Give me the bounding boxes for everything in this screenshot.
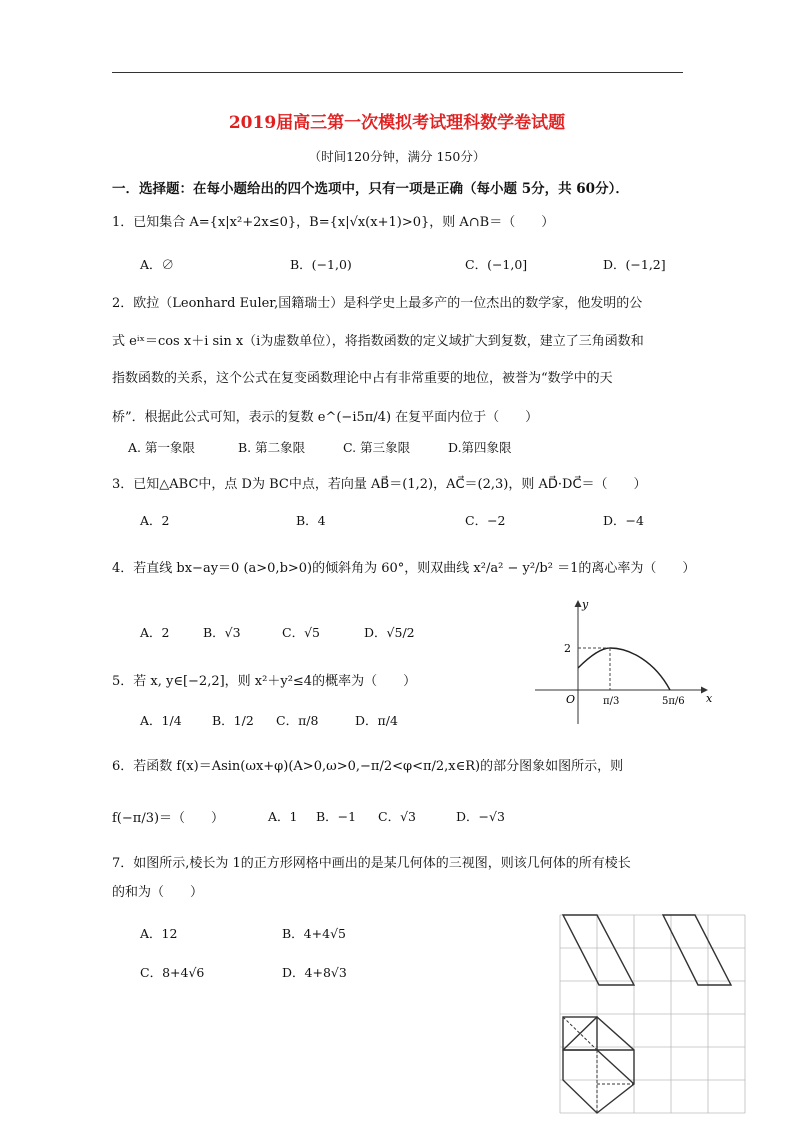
three-view-grid-figure [555, 910, 755, 1115]
q7-option-c: C．8+4√6 [140, 965, 205, 980]
q6-option-d: D．−√3 [456, 809, 505, 824]
question-3-stem: 3．已知△ABC中，点 D为 BC中点，若向量 AB⃗＝(1,2)，AC⃗＝(2,3)，则 AD⃗·DC⃗＝（ ） [112, 477, 647, 492]
q2-option-a: A. 第一象限 [128, 440, 195, 455]
q1-option-b: B．(−1,0) [290, 257, 352, 272]
graph-x-tick-1: π/3 [603, 696, 620, 707]
question-2-line-1: 2．欧拉（Leonhard Euler,国籍瑞士）是科学史上最多产的一位杰出的数学家，他发明的公 [112, 296, 643, 311]
q1-option-c: C．(−1,0] [465, 257, 528, 272]
section-heading: 一．选择题：在每小题给出的四个选项中，只有一项是正确（每小题 5分，共 60分）． [112, 181, 629, 197]
q5-option-b: B．1/2 [212, 713, 254, 728]
q5-option-c: C．π/8 [276, 713, 319, 728]
exam-subtitle: （时间120分钟，满分 150分） [308, 149, 486, 164]
q5-option-d: D．π/4 [355, 713, 398, 728]
q3-option-b: B．4 [296, 513, 326, 528]
sine-graph-figure [530, 596, 720, 728]
question-6-stem-2: f(−π/3)＝（ ） [112, 811, 225, 826]
q4-option-b: B．√3 [203, 625, 241, 640]
q5-option-a: A．1/4 [140, 713, 182, 728]
question-2-line-2: 式 eⁱˣ＝cos x＋i sin x（i为虚数单位），将指数函数的定义域扩大到复数，建立了三角函数和 [112, 334, 644, 349]
graph-x-tick-2: 5π/6 [662, 696, 685, 707]
graph-y-tick: 2 [564, 642, 571, 655]
question-7-line-2: 的和为（ ） [112, 885, 204, 900]
question-1-stem: 1．已知集合 A={x|x²+2x≤0}，B={x|√x(x+1)>0}，则 A∩B＝（ ） [112, 215, 555, 230]
q1-option-a: A．∅ [140, 257, 175, 272]
q6-option-c: C．√3 [378, 809, 416, 824]
question-7-line-1: 7．如图所示,棱长为 1的正方形网格中画出的是某几何体的三视图，则该几何体的所有棱长 [112, 856, 631, 871]
q4-option-d: D．√5/2 [364, 625, 415, 640]
q7-option-a: A．12 [140, 926, 178, 941]
q7-option-d: D．4+8√3 [282, 965, 347, 980]
q6-option-a: A．1 [268, 809, 298, 824]
top-rule [112, 72, 683, 73]
q4-option-a: A．2 [140, 625, 170, 640]
q2-option-d: D.第四象限 [448, 440, 512, 455]
q7-option-b: B．4+4√5 [282, 926, 346, 941]
q4-option-c: C．√5 [282, 625, 320, 640]
graph-x-label: x [706, 692, 713, 705]
q3-option-d: D．−4 [603, 513, 644, 528]
q2-option-c: C. 第三象限 [343, 440, 411, 455]
q2-option-b: B. 第二象限 [238, 440, 306, 455]
q6-option-b: B．−1 [316, 809, 357, 824]
question-6-stem: 6．若函数 f(x)＝Asin(ωx+φ)(A>0,ω>0,−π/2<φ<π/2,x∈R)的部分图象如图所示，则 [112, 759, 624, 774]
q1-option-d: D．(−1,2] [603, 257, 666, 272]
graph-y-label: y [582, 598, 589, 611]
q3-option-c: C．−2 [465, 513, 506, 528]
question-5-stem: 5．若 x, y∈[−2,2]，则 x²＋y²≤4的概率为（ ） [112, 674, 417, 689]
question-2-line-3: 指数函数的关系，这个公式在复变函数理论中占有非常重要的地位，被誉为“数学中的天 [112, 371, 613, 386]
graph-origin-label: O [566, 693, 576, 706]
question-4-stem: 4．若直线 bx−ay＝0 (a>0,b>0)的倾斜角为 60°，则双曲线 x²/a² − y²/b² ＝1的离心率为（ ） [112, 561, 696, 576]
q3-option-a: A．2 [140, 513, 170, 528]
page-title: 2019届高三第一次模拟考试理科数学卷试题 [228, 113, 566, 133]
question-2-line-4: 桥”．根据此公式可知，表示的复数 e^(−i5π/4) 在复平面内位于（ ） [112, 410, 539, 425]
